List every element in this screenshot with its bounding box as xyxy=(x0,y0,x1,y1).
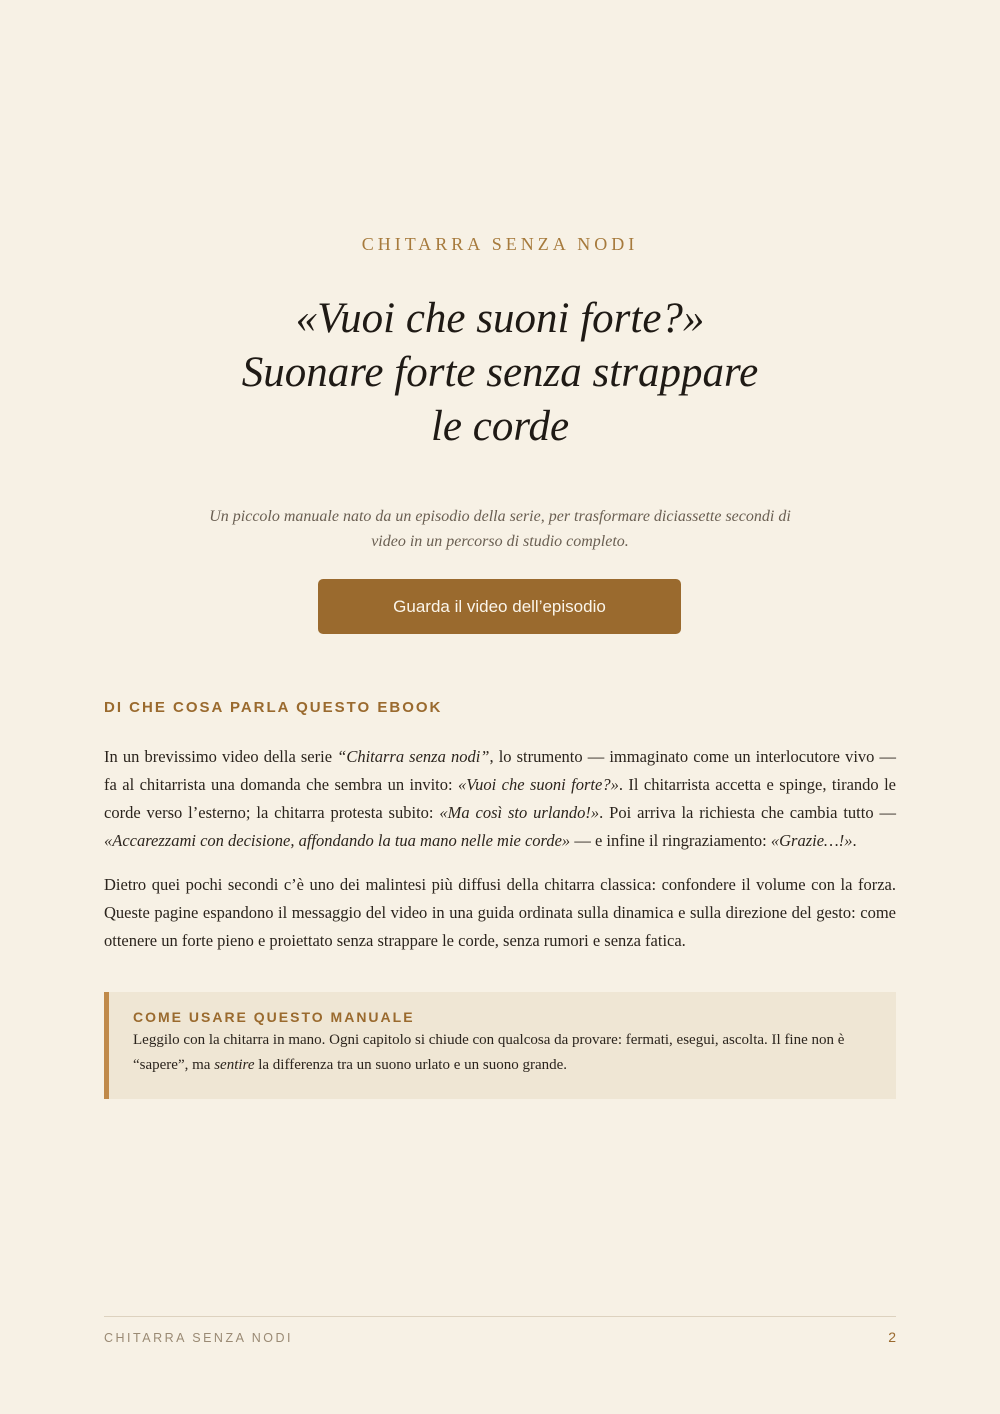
intro-italic-3: «Ma così sto urlando!» xyxy=(439,803,600,822)
watch-video-button-label: Guarda il video dell’episodio xyxy=(393,596,606,616)
title-line-2: Suonare forte senza strappare xyxy=(241,349,759,396)
callout-title: COME USARE QUESTO MANUALE xyxy=(133,1009,415,1025)
intro-text-2: , lo strumento — immaginato come un interlocutore vivo — fa al chitarrista una domanda che sembra un invito: xyxy=(104,747,897,794)
callout-text xyxy=(133,1028,872,1078)
intro-text-6: . xyxy=(852,831,857,850)
intro-text-5: — e infine il ringraziamento: xyxy=(570,831,771,850)
callout-text-1: Leggilo con la chitarra in mano. Ogni capitolo si chiude con qualcosa da provare: fermati, esegui, ascolta. Il fine non è “sapere”, ma xyxy=(133,1032,845,1073)
page-number: 2 xyxy=(888,1329,896,1345)
intro-text-3: . Il chitarrista accetta e spinge, tirando le corde verso l’esterno; la chitarra protesta subito: xyxy=(104,775,896,822)
title-line-1: «Vuoi che suoni forte?» xyxy=(295,295,705,342)
title-line-3: le corde xyxy=(430,403,570,450)
footer-series-name: CHITARRA SENZA NODI xyxy=(104,1331,293,1345)
intro-text-4: . Poi arriva la richiesta che cambia tutto — xyxy=(599,803,896,822)
callout-italic: sentire xyxy=(214,1057,255,1073)
intro-italic-1: “Chitarra senza nodi” xyxy=(337,747,490,766)
section-heading: DI CHE COSA PARLA QUESTO EBOOK xyxy=(104,699,443,716)
second-paragraph: Dietro quei pochi secondi c’è uno dei malintesi più diffusi della chitarra classica: confondere il volume con la forza. Queste pagine espandono il messaggio del video in una guida ordinata sulla dinamica e sulla direzione del gesto: come ottenere un forte pieno e proiettato senza strappare le corde, senza rumori e senza fatica. xyxy=(104,875,896,950)
intro-paragraph xyxy=(104,743,896,855)
usage-callout xyxy=(104,992,896,1099)
intro-italic-5: «Grazie…!» xyxy=(770,831,853,850)
callout-text-2: la differenza tra un suono urlato e un suono grande. xyxy=(254,1057,568,1073)
footer-divider xyxy=(104,1316,896,1317)
subtitle: Un piccolo manuale nato da un episodio della serie, per trasformare diciassette secondi di video in un percorso di studio completo. xyxy=(209,508,791,550)
intro-italic-4: «Accarezzami con decisione, affondando la tua mano nelle mie corde» xyxy=(104,831,571,850)
series-kicker: CHITARRA SENZA NODI xyxy=(361,234,639,254)
page-title xyxy=(150,292,850,454)
watch-video-button[interactable] xyxy=(318,579,681,634)
intro-text-1: In un brevissimo video della serie xyxy=(104,747,338,766)
intro-italic-2: «Vuoi che suoni forte?» xyxy=(458,775,619,794)
